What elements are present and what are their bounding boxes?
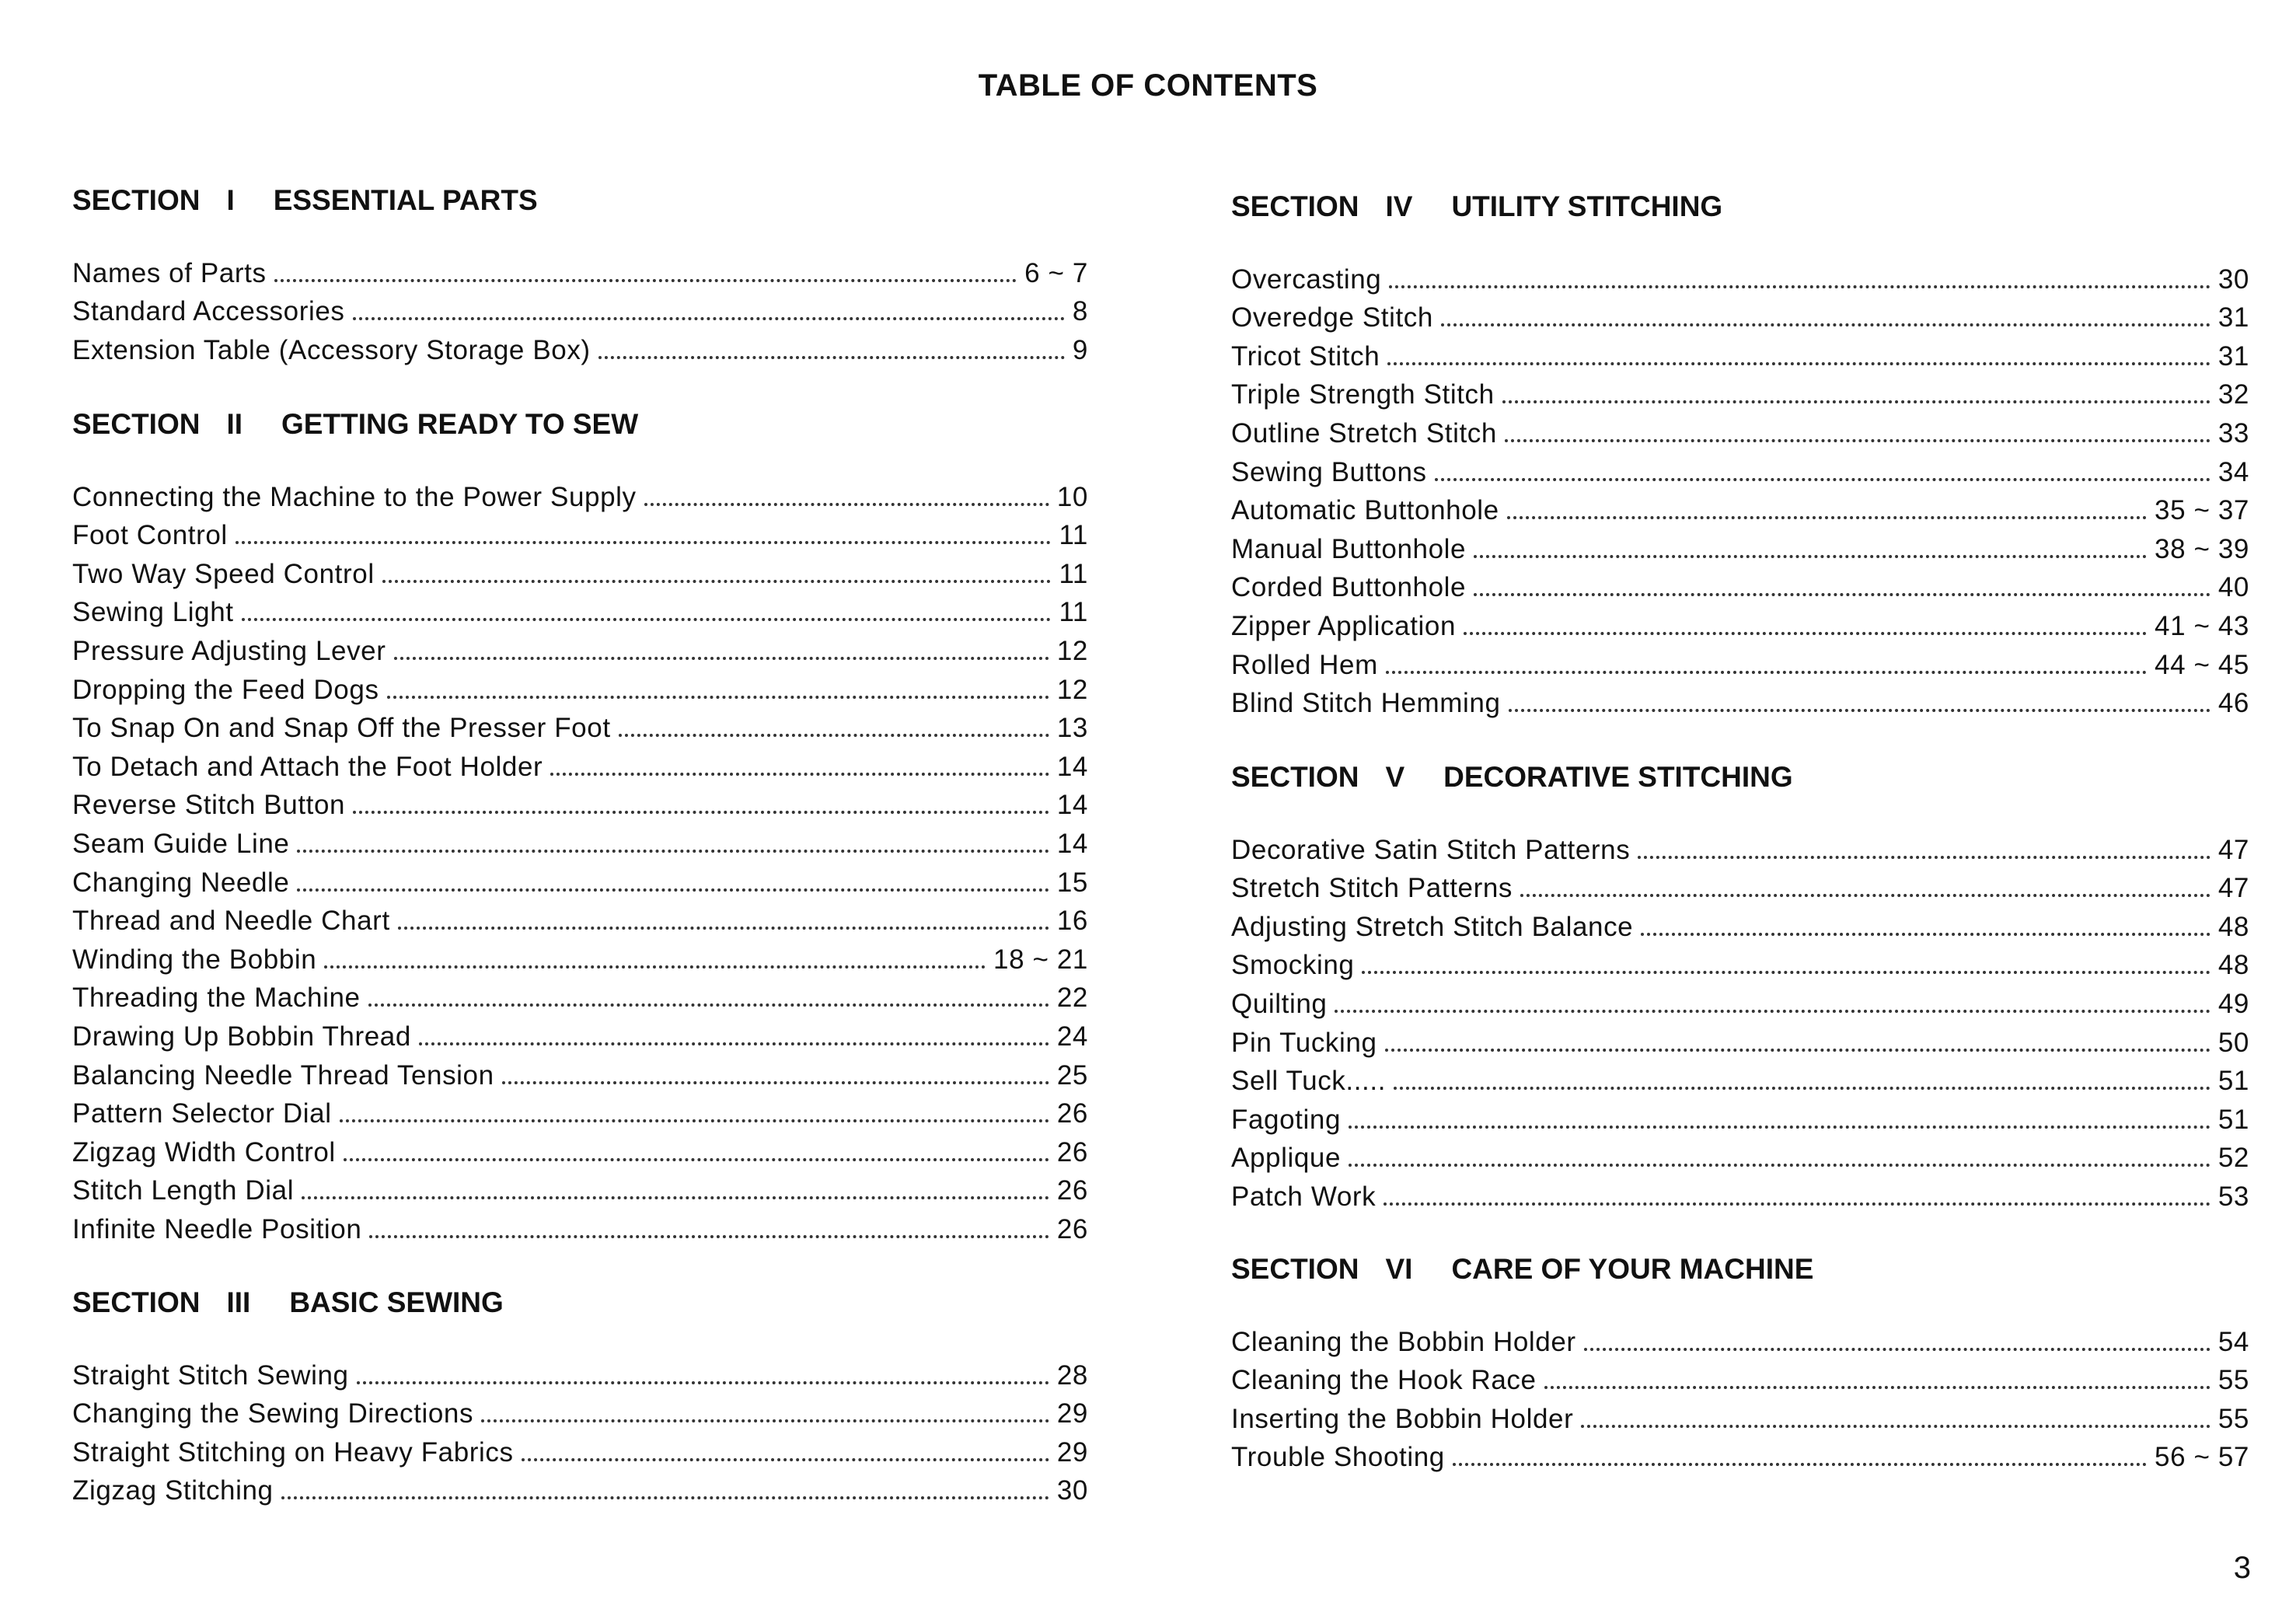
entry-label: Extension Table (Accessory Storage Box) xyxy=(72,334,591,365)
toc-entry xyxy=(1231,1356,2249,1394)
entry-label: Zipper Application xyxy=(1231,610,1457,641)
entry-page: 11 xyxy=(1059,558,1088,589)
entry-page: 16 xyxy=(1056,906,1088,937)
entry-label: Inserting the Bobbin Holder xyxy=(1231,1403,1574,1434)
toc-entry xyxy=(1231,293,2249,332)
dot-leader xyxy=(598,356,1065,359)
entry-page: 54 xyxy=(2217,1326,2249,1357)
dot-leader xyxy=(1584,1348,2211,1351)
dot-leader xyxy=(1389,285,2211,288)
toc-entry xyxy=(72,549,1088,588)
dot-leader xyxy=(1386,671,2147,674)
section-title: ESSENTIAL PARTS xyxy=(273,184,538,216)
dot-leader xyxy=(1507,516,2147,519)
entry-page: 12 xyxy=(1056,635,1088,666)
entry-label: Pattern Selector Dial xyxy=(72,1098,332,1129)
dot-leader xyxy=(281,1496,1049,1499)
section-heading xyxy=(1231,1250,2249,1289)
dot-leader xyxy=(619,734,1049,737)
entry-label: Sewing Light xyxy=(72,597,234,628)
entry-page: 52 xyxy=(2217,1143,2249,1174)
toc-entry xyxy=(1231,524,2249,563)
toc-entry xyxy=(72,1389,1088,1428)
entry-label: Names of Parts xyxy=(72,257,267,288)
section-word: SECTION xyxy=(72,408,201,440)
section-numeral: V xyxy=(1385,761,1405,793)
entry-label: Straight Stitch Sewing xyxy=(72,1359,349,1391)
toc-entry xyxy=(72,973,1088,1012)
entry-page: 40 xyxy=(2217,572,2249,603)
entry-label: Straight Stitching on Heavy Fabrics xyxy=(72,1436,514,1468)
page-title: TABLE OF CONTENTS xyxy=(978,68,1318,103)
entry-label: Sewing Buttons xyxy=(1231,456,1427,487)
entry-page: 28 xyxy=(1056,1359,1088,1391)
toc-entry xyxy=(72,287,1088,326)
entry-label: Stitch Length Dial xyxy=(72,1175,295,1206)
toc-entry xyxy=(1231,1056,2249,1095)
entry-list xyxy=(1231,1317,2249,1471)
dot-leader xyxy=(419,1042,1049,1045)
entry-label: Patch Work xyxy=(1231,1181,1377,1212)
entry-list xyxy=(72,1350,1088,1504)
section-title: GETTING READY TO SEW xyxy=(281,408,639,440)
section-word: SECTION xyxy=(1231,761,1359,793)
toc-entry xyxy=(1231,486,2249,525)
toc-entry xyxy=(72,857,1088,896)
toc-entry xyxy=(1231,679,2249,717)
entry-label: Quilting xyxy=(1231,988,1328,1019)
dot-leader xyxy=(357,1381,1049,1384)
entry-page: 55 xyxy=(2217,1403,2249,1434)
dot-leader xyxy=(1505,439,2211,442)
entry-page: 50 xyxy=(2217,1027,2249,1058)
entry-label: Trouble Shooting xyxy=(1231,1442,1445,1473)
entry-label: Balancing Needle Thread Tension xyxy=(72,1059,494,1091)
dot-leader xyxy=(274,279,1017,282)
toc-entry xyxy=(72,934,1088,973)
section-3 xyxy=(72,1283,1088,1504)
entry-page: 11 xyxy=(1059,520,1088,551)
dot-leader xyxy=(1384,1202,2211,1206)
entry-page: 26 xyxy=(1056,1213,1088,1244)
entry-label: Infinite Needle Position xyxy=(72,1213,362,1244)
entry-page: 38 ~ 39 xyxy=(2155,533,2249,564)
dot-leader xyxy=(1474,555,2147,558)
dot-leader xyxy=(1394,1087,2211,1090)
page-number: 3 xyxy=(2233,1551,2251,1585)
dot-leader xyxy=(297,850,1049,853)
entry-label: Fagoting xyxy=(1231,1104,1342,1135)
entry-label: To Snap On and Snap Off the Presser Foot xyxy=(72,713,611,744)
dot-leader xyxy=(382,580,1052,583)
entry-page: 8 xyxy=(1072,296,1088,327)
dot-leader xyxy=(502,1081,1049,1084)
dot-leader xyxy=(394,657,1049,660)
section-heading xyxy=(72,181,1088,220)
dot-leader xyxy=(344,1158,1049,1161)
dot-leader xyxy=(1349,1126,2211,1129)
entry-label: Cleaning the Bobbin Holder xyxy=(1231,1326,1576,1357)
dot-leader xyxy=(302,1196,1049,1199)
dot-leader xyxy=(1638,856,2211,859)
entry-label: Rolled Hem xyxy=(1231,649,1378,680)
entry-label: Triple Strength Stitch xyxy=(1231,379,1495,410)
entry-page: 56 ~ 57 xyxy=(2155,1442,2249,1473)
section-numeral: IV xyxy=(1385,190,1413,222)
section-numeral: III xyxy=(226,1286,251,1318)
entry-label: Reverse Stitch Button xyxy=(72,790,346,821)
entry-label: Drawing Up Bobbin Thread xyxy=(72,1021,411,1052)
section-word: SECTION xyxy=(72,184,201,216)
entry-label: Foot Control xyxy=(72,520,228,551)
dot-leader xyxy=(1474,593,2211,596)
section-numeral: VI xyxy=(1385,1253,1413,1285)
entry-page: 26 xyxy=(1056,1136,1088,1167)
dot-leader xyxy=(368,1003,1049,1007)
entry-page: 31 xyxy=(2217,340,2249,372)
entry-label: Thread and Needle Chart xyxy=(72,906,390,937)
entry-label: Changing the Sewing Directions xyxy=(72,1398,474,1429)
toc-entry xyxy=(1231,979,2249,1017)
entry-label: Changing Needle xyxy=(72,867,290,898)
section-numeral: II xyxy=(226,408,243,440)
entry-page: 55 xyxy=(2217,1365,2249,1396)
entry-page: 14 xyxy=(1056,828,1088,859)
entry-page: 49 xyxy=(2217,988,2249,1019)
entry-label: Adjusting Stretch Stitch Balance xyxy=(1231,911,1634,942)
section-title: DECORATIVE STITCHING xyxy=(1443,761,1793,793)
dot-leader xyxy=(1385,1049,2211,1052)
dot-leader xyxy=(353,317,1065,320)
toc-entry xyxy=(72,472,1088,511)
section-title: UTILITY STITCHING xyxy=(1451,190,1723,222)
section-heading xyxy=(1231,758,2249,797)
entry-page: 51 xyxy=(2217,1104,2249,1135)
entry-page: 31 xyxy=(2217,302,2249,333)
entry-label: Pin Tucking xyxy=(1231,1027,1377,1058)
entry-label: Sell Tuck..... xyxy=(1231,1066,1387,1097)
entry-page: 47 xyxy=(2217,873,2249,904)
toc-entry xyxy=(72,742,1088,780)
toc-entry xyxy=(72,1050,1088,1089)
dot-leader xyxy=(1641,933,2211,936)
entry-label: Automatic Buttonhole xyxy=(1231,495,1499,526)
section-heading xyxy=(1231,187,2249,226)
entry-label: Zigzag Width Control xyxy=(72,1136,336,1167)
toc-entry xyxy=(1231,1394,2249,1433)
dot-leader xyxy=(1362,971,2210,974)
entry-page: 47 xyxy=(2217,834,2249,865)
entry-page: 29 xyxy=(1056,1398,1088,1429)
entry-label: Pressure Adjusting Lever xyxy=(72,635,386,666)
toc-entry xyxy=(1231,563,2249,602)
entry-label: To Detach and Attach the Foot Holder xyxy=(72,751,543,782)
entry-page: 10 xyxy=(1056,481,1088,512)
toc-entry xyxy=(72,626,1088,665)
dot-leader xyxy=(236,541,1052,544)
dot-leader xyxy=(1387,362,2211,365)
entry-label: Decorative Satin Stitch Patterns xyxy=(1231,834,1631,865)
dot-leader xyxy=(550,773,1049,776)
entry-label: Two Way Speed Control xyxy=(72,558,375,589)
section-word: SECTION xyxy=(1231,1253,1359,1285)
entry-page: 13 xyxy=(1056,713,1088,744)
entry-label: Cleaning the Hook Race xyxy=(1231,1365,1537,1396)
entry-label: Corded Buttonhole xyxy=(1231,572,1467,603)
toc-entry xyxy=(1231,1433,2249,1471)
dot-leader xyxy=(1335,1010,2210,1013)
entry-label: Connecting the Machine to the Power Supply xyxy=(72,481,637,512)
entry-label: Winding the Bobbin xyxy=(72,944,317,975)
toc-entry xyxy=(1231,1094,2249,1133)
entry-page: 24 xyxy=(1056,1021,1088,1052)
dot-leader xyxy=(522,1458,1049,1461)
dot-leader xyxy=(644,503,1049,506)
dot-leader xyxy=(1441,323,2211,326)
entry-page: 11 xyxy=(1059,597,1088,628)
entry-label: Stretch Stitch Patterns xyxy=(1231,873,1513,904)
toc-entry xyxy=(72,248,1088,287)
toc-entry xyxy=(72,1466,1088,1505)
dot-leader xyxy=(340,1119,1049,1122)
toc-entry xyxy=(1231,1317,2249,1356)
entry-page: 26 xyxy=(1056,1098,1088,1129)
entry-page: 53 xyxy=(2217,1181,2249,1212)
section-6 xyxy=(1231,1250,2249,1471)
entry-page: 30 xyxy=(1056,1475,1088,1506)
dot-leader xyxy=(387,696,1049,699)
toc-entry xyxy=(72,665,1088,703)
section-numeral: I xyxy=(226,184,235,216)
entry-list xyxy=(1231,825,2249,1210)
dot-leader xyxy=(1435,478,2211,481)
entry-page: 48 xyxy=(2217,911,2249,942)
entry-page: 26 xyxy=(1056,1175,1088,1206)
entry-page: 33 xyxy=(2217,417,2249,449)
entry-label: Overcasting xyxy=(1231,264,1382,295)
dot-leader xyxy=(1544,1386,2211,1389)
section-5 xyxy=(1231,758,2249,1210)
toc-entry xyxy=(72,1204,1088,1243)
entry-page: 46 xyxy=(2217,688,2249,719)
toc-entry xyxy=(72,511,1088,550)
entry-page: 34 xyxy=(2217,456,2249,487)
dot-leader xyxy=(1520,894,2211,897)
section-word: SECTION xyxy=(1231,190,1359,222)
entry-label: Smocking xyxy=(1231,950,1355,981)
toc-entry xyxy=(72,325,1088,364)
section-title: BASIC SEWING xyxy=(289,1286,504,1318)
dot-leader xyxy=(1349,1164,2211,1167)
section-word: SECTION xyxy=(72,1286,201,1318)
dot-leader xyxy=(1453,1463,2147,1466)
entry-page: 6 ~ 7 xyxy=(1024,257,1088,288)
entry-page: 9 xyxy=(1072,334,1088,365)
entry-label: Zigzag Stitching xyxy=(72,1475,274,1506)
dot-leader xyxy=(398,927,1049,930)
entry-page: 29 xyxy=(1056,1436,1088,1468)
entry-label: Tricot Stitch xyxy=(1231,340,1380,372)
section-1 xyxy=(72,181,1088,364)
toc-entry xyxy=(1231,1133,2249,1172)
toc-entry xyxy=(1231,1017,2249,1056)
toc-entry xyxy=(1231,1171,2249,1210)
entry-page: 35 ~ 37 xyxy=(2155,495,2249,526)
dot-leader xyxy=(1464,632,2147,635)
dot-leader xyxy=(324,965,986,969)
entry-page: 18 ~ 21 xyxy=(993,944,1088,975)
entry-label: Dropping the Feed Dogs xyxy=(72,674,379,705)
entry-page: 44 ~ 45 xyxy=(2155,649,2249,680)
dot-leader xyxy=(1581,1425,2211,1428)
toc-entry xyxy=(72,896,1088,935)
entry-label: Standard Accessories xyxy=(72,296,345,327)
toc-entry xyxy=(1231,601,2249,640)
entry-page: 14 xyxy=(1056,751,1088,782)
toc-entry xyxy=(72,1127,1088,1166)
entry-page: 30 xyxy=(2217,264,2249,295)
entry-page: 12 xyxy=(1056,674,1088,705)
entry-page: 48 xyxy=(2217,950,2249,981)
entry-list xyxy=(72,248,1088,364)
toc-entry xyxy=(72,1166,1088,1205)
toc-entry xyxy=(72,1427,1088,1466)
entry-label: Applique xyxy=(1231,1143,1342,1174)
toc-entry xyxy=(72,780,1088,819)
entry-label: Blind Stitch Hemming xyxy=(1231,688,1501,719)
dot-leader xyxy=(369,1235,1049,1238)
entry-page: 32 xyxy=(2217,379,2249,410)
section-4 xyxy=(1231,187,2249,717)
entry-label: Manual Buttonhole xyxy=(1231,533,1467,564)
dot-leader xyxy=(481,1419,1049,1422)
dot-leader xyxy=(297,888,1049,892)
toc-entry xyxy=(1231,447,2249,486)
toc-entry xyxy=(1231,902,2249,941)
dot-leader xyxy=(1509,709,2211,712)
toc-entry xyxy=(1231,825,2249,864)
toc-entry xyxy=(72,1089,1088,1128)
toc-entry xyxy=(1231,254,2249,293)
toc-entry xyxy=(72,1350,1088,1389)
entry-label: Threading the Machine xyxy=(72,983,361,1014)
toc-entry xyxy=(1231,941,2249,979)
entry-list xyxy=(72,472,1088,1243)
toc-entry xyxy=(72,703,1088,742)
toc-entry xyxy=(1231,408,2249,447)
section-2 xyxy=(72,405,1088,1243)
dot-leader xyxy=(242,618,1052,621)
toc-entry xyxy=(72,818,1088,857)
toc-entry xyxy=(1231,640,2249,679)
entry-page: 51 xyxy=(2217,1066,2249,1097)
toc-entry xyxy=(1231,864,2249,902)
entry-page: 25 xyxy=(1056,1059,1088,1091)
toc-entry xyxy=(72,588,1088,627)
entry-label: Outline Stretch Stitch xyxy=(1231,417,1497,449)
section-title: CARE OF YOUR MACHINE xyxy=(1451,1253,1814,1285)
entry-page: 15 xyxy=(1056,867,1088,898)
toc-entry xyxy=(1231,370,2249,409)
section-heading xyxy=(72,1283,1088,1322)
section-heading xyxy=(72,405,1088,444)
dot-leader xyxy=(353,811,1049,814)
entry-label: Overedge Stitch xyxy=(1231,302,1433,333)
toc-entry xyxy=(72,1011,1088,1050)
entry-page: 22 xyxy=(1056,983,1088,1014)
entry-list xyxy=(1231,254,2249,717)
dot-leader xyxy=(1502,400,2211,403)
toc-entry xyxy=(1231,331,2249,370)
entry-page: 14 xyxy=(1056,790,1088,821)
entry-page: 41 ~ 43 xyxy=(2155,610,2249,641)
entry-label: Seam Guide Line xyxy=(72,828,290,859)
